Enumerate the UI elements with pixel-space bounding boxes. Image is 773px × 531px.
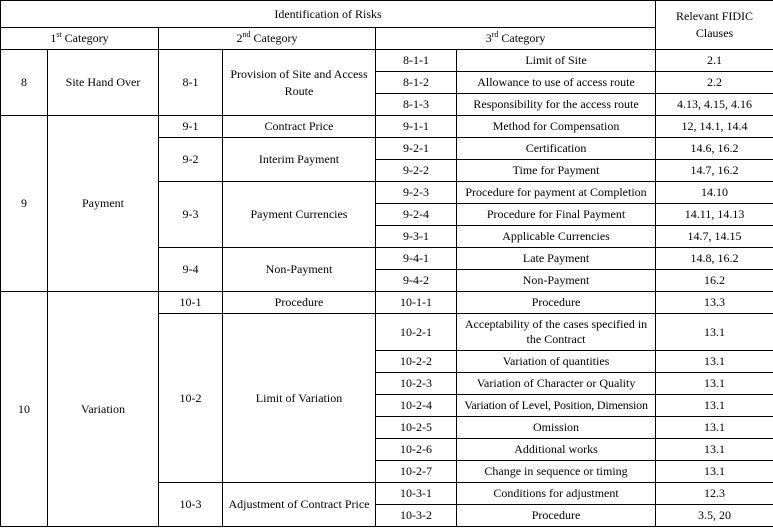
- clause-cell: 13.1: [656, 351, 773, 373]
- cat3-label: Procedure for payment at Completion: [457, 182, 656, 204]
- clause-cell: 14.8, 16.2: [656, 248, 773, 270]
- cat2-number: 9-3: [159, 182, 223, 248]
- cat1-label: Payment: [48, 116, 159, 292]
- cat3-number: 10-3-1: [376, 483, 457, 505]
- cat3-number: 9-2-2: [376, 160, 457, 182]
- cat3-label: Variation of Level, Position, Dimension: [457, 395, 656, 417]
- cat1-label: Site Hand Over: [48, 50, 159, 116]
- cat3-number: 10-2-1: [376, 314, 457, 351]
- cat2-number: 9-2: [159, 138, 223, 182]
- cat3-label: Applicable Currencies: [457, 226, 656, 248]
- cat3-number: 9-4-2: [376, 270, 457, 292]
- clause-cell: 13.1: [656, 314, 773, 351]
- cat3-number: 10-2-3: [376, 373, 457, 395]
- clause-cell: 14.6, 16.2: [656, 138, 773, 160]
- clause-cell: 13.1: [656, 373, 773, 395]
- clause-cell: 13.1: [656, 461, 773, 483]
- clause-cell: 2.2: [656, 72, 773, 94]
- table-row: [1, 292, 773, 314]
- cat2-number: 8-1: [159, 50, 223, 116]
- cat3-number: 10-2-7: [376, 461, 457, 483]
- category-1-header: 1st Category: [1, 28, 159, 50]
- clause-cell: 3.5, 20: [656, 505, 773, 527]
- cat3-label: Variation of Character or Quality: [457, 373, 656, 395]
- cat3-label: Acceptability of the cases specified in the Contract: [457, 314, 656, 351]
- cat3-label: Certification: [457, 138, 656, 160]
- clause-cell: 4.13, 4.15, 4.16: [656, 94, 773, 116]
- cat3-number: 9-4-1: [376, 248, 457, 270]
- clause-cell: 2.1: [656, 50, 773, 72]
- category-3-header: 3rd Category: [376, 28, 656, 50]
- cat2-label: Payment Currencies: [223, 182, 376, 248]
- cat3-label: Procedure: [457, 505, 656, 527]
- cat3-number: 10-2-5: [376, 417, 457, 439]
- cat2-label: Procedure: [223, 292, 376, 314]
- cat3-label: Omission: [457, 417, 656, 439]
- cat3-number: 9-2-4: [376, 204, 457, 226]
- clause-cell: 14.7, 14.15: [656, 226, 773, 248]
- cat2-number: 9-4: [159, 248, 223, 292]
- table-row: [1, 116, 773, 138]
- cat3-label: Time for Payment: [457, 160, 656, 182]
- cat3-number: 8-1-2: [376, 72, 457, 94]
- clause-cell: 13.3: [656, 292, 773, 314]
- category-2-header: 2nd Category: [159, 28, 376, 50]
- cat3-number: 10-2-4: [376, 395, 457, 417]
- cat3-number: 10-1-1: [376, 292, 457, 314]
- cat3-number: 8-1-3: [376, 94, 457, 116]
- cat2-label: Contract Price: [223, 116, 376, 138]
- cat3-label: Method for Compensation: [457, 116, 656, 138]
- cat3-number: 10-2-6: [376, 439, 457, 461]
- cat3-label: Procedure: [457, 292, 656, 314]
- cat2-label: Provision of Site and Access Route: [223, 50, 376, 116]
- cat1-number: 10: [1, 292, 48, 527]
- cat3-number: 8-1-1: [376, 50, 457, 72]
- clause-cell: 13.1: [656, 417, 773, 439]
- cat3-number: 10-3-2: [376, 505, 457, 527]
- table-row: [1, 50, 773, 72]
- cat3-label: Allowance to use of access route: [457, 72, 656, 94]
- cat3-label: Change in sequence or timing: [457, 461, 656, 483]
- cat3-label: Responsibility for the access route: [457, 94, 656, 116]
- relevant-clauses-header: Relevant FIDIC Clauses: [656, 1, 773, 50]
- cat3-number: 9-3-1: [376, 226, 457, 248]
- clause-cell: 14.10: [656, 182, 773, 204]
- clause-cell: 12, 14.1, 14.4: [656, 116, 773, 138]
- clause-cell: 12.3: [656, 483, 773, 505]
- cat3-number: 9-1-1: [376, 116, 457, 138]
- clause-cell: 14.11, 14.13: [656, 204, 773, 226]
- identification-header: Identification of Risks: [1, 1, 656, 28]
- cat1-number: 8: [1, 50, 48, 116]
- cat1-number: 9: [1, 116, 48, 292]
- cat2-number: 10-2: [159, 314, 223, 483]
- clause-cell: 14.7, 16.2: [656, 160, 773, 182]
- cat3-label: Non-Payment: [457, 270, 656, 292]
- clause-cell: 13.1: [656, 439, 773, 461]
- cat3-number: 10-2-2: [376, 351, 457, 373]
- cat3-label: Additional works: [457, 439, 656, 461]
- cat2-number: 9-1: [159, 116, 223, 138]
- clause-cell: 16.2: [656, 270, 773, 292]
- cat2-label: Limit of Variation: [223, 314, 376, 483]
- cat2-label: Interim Payment: [223, 138, 376, 182]
- cat2-number: 10-1: [159, 292, 223, 314]
- cat1-label: Variation: [48, 292, 159, 527]
- cat3-label: Late Payment: [457, 248, 656, 270]
- cat2-label: Non-Payment: [223, 248, 376, 292]
- cat3-label: Procedure for Final Payment: [457, 204, 656, 226]
- clause-cell: 13.1: [656, 395, 773, 417]
- cat3-label: Limit of Site: [457, 50, 656, 72]
- cat3-number: 9-2-1: [376, 138, 457, 160]
- cat3-label: Conditions for adjustment: [457, 483, 656, 505]
- cat2-label: Adjustment of Contract Price: [223, 483, 376, 527]
- cat3-label: Variation of quantities: [457, 351, 656, 373]
- cat2-number: 10-3: [159, 483, 223, 527]
- cat3-number: 9-2-3: [376, 182, 457, 204]
